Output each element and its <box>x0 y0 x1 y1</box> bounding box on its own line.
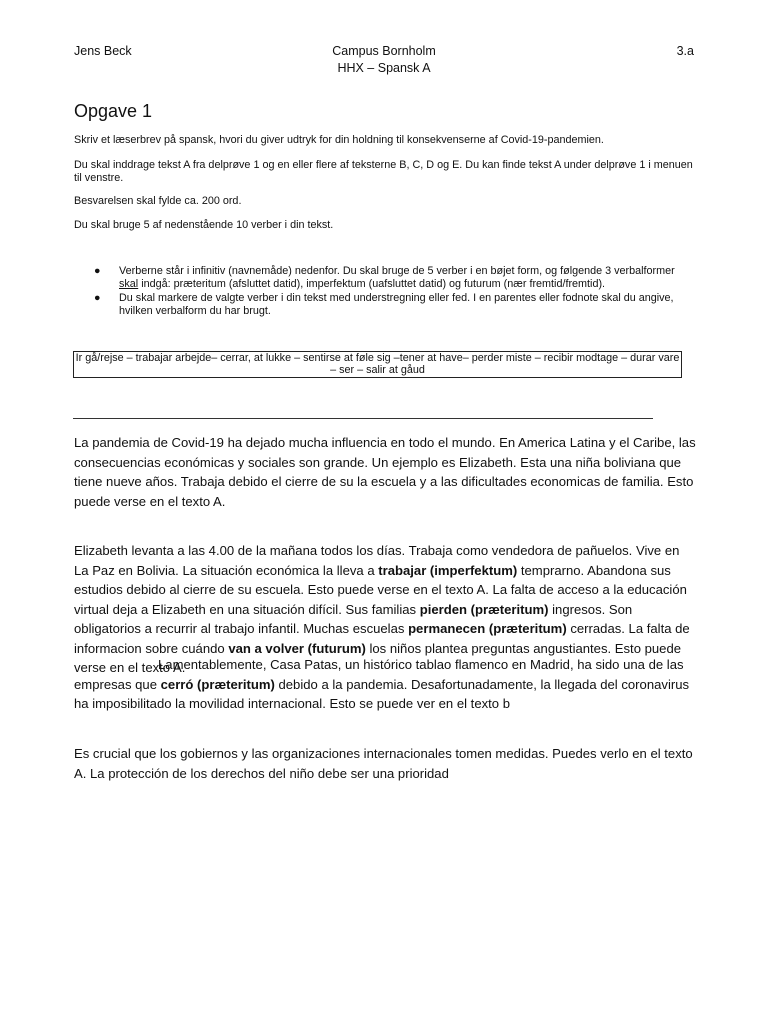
instruction-1: Skriv et læserbrev på spansk, hvori du giver udtryk for din holdning til konsekvenserne af Covid-19-pandemien. <box>74 134 604 146</box>
p2-verb-1: trabajar (imperfektum) <box>378 562 518 578</box>
p2-text-4: cerradas. La falta de informacion sobre cuándo <box>74 621 690 656</box>
bullet-2-text: Du skal markere de valgte verber i din tekst med understregning eller fed. I en parentes eller fodnote skal du angive, hvilken verbalform du har brugt. <box>119 292 674 317</box>
header-course: HHX – Spansk A <box>337 61 431 75</box>
instruction-3: Besvarelsen skal fylde ca. 200 ord. <box>74 195 242 207</box>
bullet-1-underlined: skal <box>119 277 139 290</box>
body-paragraph-1: La pandemia de Covid-19 ha dejado mucha influencia en todo el mundo. En America Latina y el Caribe, las consecuencias económicas y sociales son grande. Un ejemplo es Elizabeth. Esta una niña boliviana que tiene nueve años. Trabaja debido el cierre de su la escuela y a las dificultades economicas de familia. Esto puede verse en el texto A. <box>74 435 696 509</box>
p2-text-3: ingresos. Son obligatorios a recurrir al trabajo infantil. Muchas escuelas <box>74 601 633 636</box>
verb-list-box: Ir gå/rejse – trabajar arbejde– cerrar, at lukke – sentirse at føle sig –tener at have– perder miste – recibir modtage – durar vare – ser – salir at gåud <box>73 351 682 378</box>
page-title: Opgave 1 <box>74 101 153 121</box>
header-class: 3.a <box>676 44 694 58</box>
header-school: Campus Bornholm <box>332 44 436 58</box>
header-author: Jens Beck <box>74 44 132 58</box>
bullet-1-text-b: indgå: præteritum (afsluttet datid), imperfektum (uafsluttet datid) og futurum (nær fremtid/fremtid). <box>138 277 606 290</box>
p2-verb-3: permanecen (præteritum) <box>408 621 567 636</box>
list-item <box>92 292 692 317</box>
requirements-list <box>92 265 692 319</box>
instruction-4: Du skal bruge 5 af nedenstående 10 verber i din tekst. <box>74 219 334 231</box>
header-center <box>0 43 768 77</box>
p2-verb-2: pierden (præteritum) <box>419 601 549 617</box>
body-paragraph-4: Es crucial que los gobiernos y las organizaciones internacionales tomen medidas. Puedes verlo en el texto A. La protección de los derechos del niño debe ser una prioridad <box>74 746 693 781</box>
p2-verb-4: van a volver (futurum) <box>228 640 366 656</box>
divider-line <box>73 418 653 419</box>
p2-text-1: Elizabeth levanta a las 4.00 de la mañana todos los días. Trabaja como vendedora de pañuelos. Vive en La Paz en Bolivia. La situación económica la lleva a <box>74 543 680 578</box>
p2-text-5: los niños plantea preguntas angustiantes. Esto puede verse en el texto A. <box>74 640 682 675</box>
body-paragraph-3 <box>74 655 696 714</box>
instruction-2: Du skal inddrage tekst A fra delprøve 1 og en eller flere af teksterne B, C, D og E. Du kan finde tekst A under delprøve 1 i menuen til venstre. <box>74 159 693 184</box>
bullet-icon: ● <box>94 292 101 304</box>
p3-text-2: debido a la pandemia. Desafortunadamente, la llegada del coronavirus ha imposibilitado la movilidad internacional. Esto se puede ver en el texto b <box>74 676 690 711</box>
p3-verb-1: cerró (præteritum) <box>160 676 275 692</box>
bullet-1-text-a: Verberne står i infinitiv (navnemåde) nedenfor. Du skal bruge de 5 verber i en bøjet form, og følgende 3 verbalformer <box>119 265 675 277</box>
bullet-icon: ● <box>94 265 101 277</box>
list-item <box>92 265 692 290</box>
p3-text-1: Lamentablemente, Casa Patas, un histórico tablao flamenco en Madrid, ha sido una de las empresas que <box>74 657 684 692</box>
p2-text-2: temprarno. Abandona sus estudios debido al cierre de su escuela. Esto puede verse en el texto A. La falta de acceso a la educación virtual deja a Elizabeth en una situación difícil. Sus familias <box>74 562 687 617</box>
